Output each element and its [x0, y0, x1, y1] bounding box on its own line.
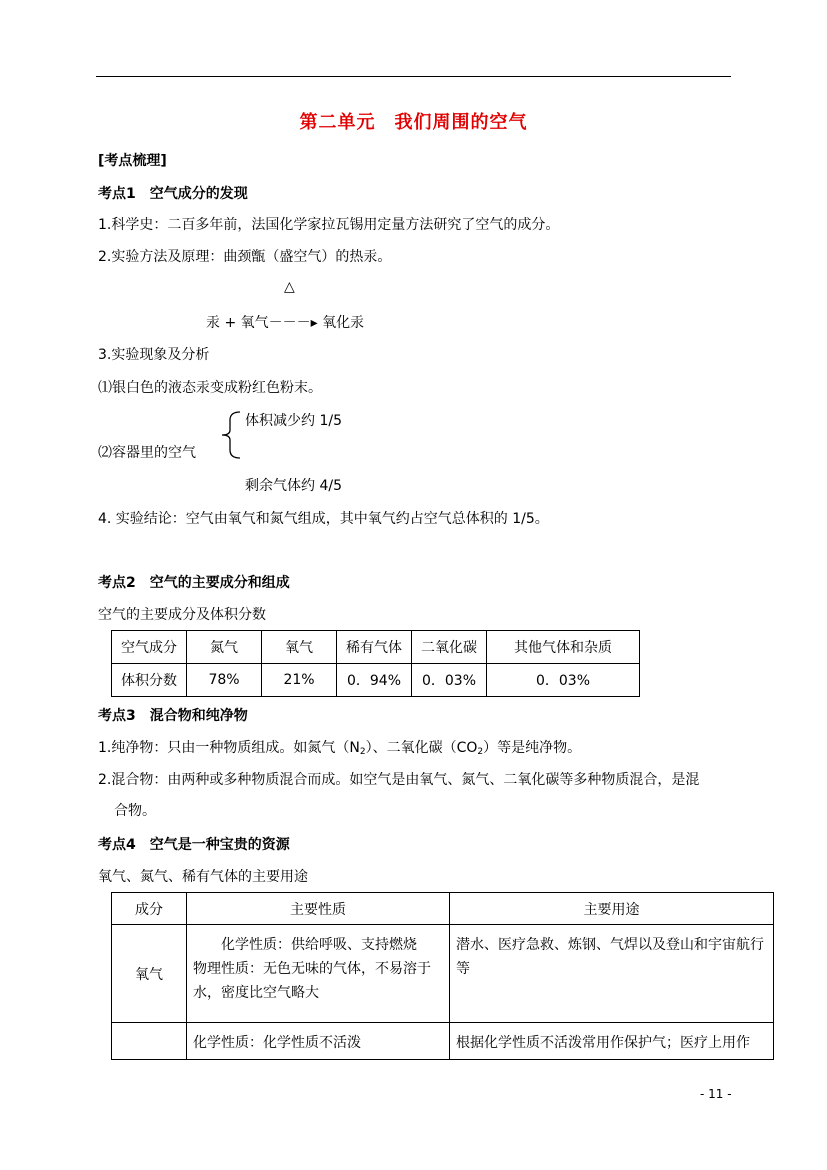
- table-cell: 21%: [262, 664, 337, 697]
- table-cell: 潜水、医疗急救、炼钢、气焊以及登山和宇宙航行等: [450, 925, 774, 1023]
- table-cell: 化学性质：供给呼吸、支持燃烧 物理性质：无色无味的气体，不易溶于水，密度比空气略大: [187, 925, 450, 1023]
- table-cell: 氮气: [187, 631, 262, 664]
- kp2-subtitle: 空气的主要成分及体积分数: [98, 607, 266, 623]
- table-cell: 空气成分: [112, 631, 187, 664]
- table-row: [112, 664, 640, 697]
- table-cell: 根据化学性质不活泼常用作保护气；医疗上用作: [450, 1023, 774, 1060]
- table-cell: 化学性质：化学性质不活泼: [187, 1023, 450, 1060]
- table-cell: 稀有气体: [337, 631, 412, 664]
- table-cell: 0．03%: [487, 664, 640, 697]
- table-cell: 0．03%: [412, 664, 487, 697]
- kp4-heading: 考点4 空气是一种宝贵的资源: [98, 837, 290, 853]
- kp3-line2b: 合物。: [114, 803, 156, 819]
- table-cell: 氧气: [262, 631, 337, 664]
- curly-brace-icon: [208, 410, 244, 460]
- kp1-line1: 1.科学史：二百多年前，法国化学家拉瓦锡用定量方法研究了空气的成分。: [98, 217, 560, 233]
- reaction-condition-triangle: △: [284, 279, 295, 295]
- page-title: 第二单元 我们周围的空气: [299, 112, 528, 133]
- table-row: [112, 1023, 774, 1060]
- observation-2-label: ⑵容器里的空气: [98, 445, 196, 461]
- table-header-row: [112, 893, 774, 925]
- kp3-heading: 考点3 混合物和纯净物: [98, 708, 248, 724]
- air-composition-table: [111, 630, 640, 697]
- table-header-row: [112, 631, 640, 664]
- table-cell: 体积分数: [112, 664, 187, 697]
- table-row: [112, 925, 774, 1023]
- table-cell: 成分: [112, 893, 187, 925]
- kp2-heading: 考点2 空气的主要成分和组成: [98, 575, 290, 591]
- table-cell: [112, 1023, 187, 1060]
- table-cell: 主要用途: [450, 893, 774, 925]
- table-cell: 氧气: [112, 925, 187, 1023]
- kp1-heading: 考点1 空气成分的发现: [98, 186, 248, 202]
- table-cell: 其他气体和杂质: [487, 631, 640, 664]
- observation-2-top: 体积减少约 1/5: [245, 413, 342, 429]
- kp1-line4: 4. 实验结论：空气由氧气和氮气组成，其中氧气约占空气总体积的 1/5。: [98, 511, 549, 527]
- table-cell: 主要性质: [187, 893, 450, 925]
- kp1-line2: 2.实验方法及原理：曲颈甑（盛空气）的热汞。: [98, 249, 392, 265]
- page-number: - 11 -: [700, 1087, 732, 1101]
- kp3-line1: 1.纯净物：只由一种物质组成。如氮气$(N_2)$、二氧化碳$(CO_2)$等是纯净物。: [98, 740, 582, 757]
- gas-uses-table: [111, 892, 774, 1060]
- section-header: [考点梳理]: [98, 153, 167, 169]
- table-cell: 0．94%: [337, 664, 412, 697]
- observation-2-bottom: 剩余气体约 4/5: [245, 478, 342, 494]
- table-cell: 78%: [187, 664, 262, 697]
- kp1-line3: 3.实验现象及分析: [98, 347, 210, 363]
- table-cell: 二氧化碳: [412, 631, 487, 664]
- kp3-line2a: 2.混合物：由两种或多种物质混合而成。如空气是由氧气、氮气、二氧化碳等多种物质混合，是混: [98, 772, 700, 788]
- reaction-equation: 汞 + 氧气－－－▸ 氧化汞: [206, 315, 365, 331]
- observation-1: ⑴银白色的液态汞变成粉红色粉末。: [98, 380, 322, 396]
- header-rule: [96, 76, 731, 77]
- kp4-subtitle: 氧气、氮气、稀有气体的主要用途: [98, 869, 308, 885]
